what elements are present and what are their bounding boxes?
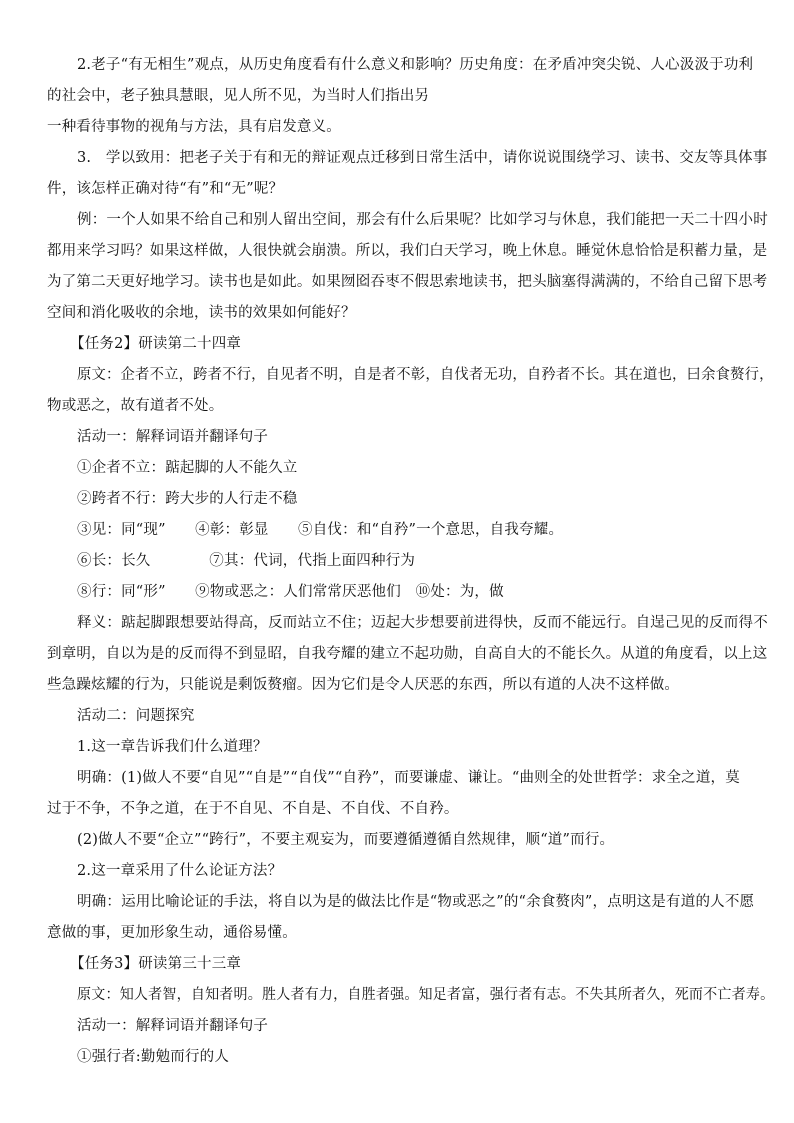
text-line: 为了第二天更好地学习。读书也是如此。如果囫囵吞枣不假思索地读书，把头脑塞得满满的，不给自己留下思考 [47,274,768,290]
text-line: 活动一：解释词语并翻译句子 [77,1018,269,1034]
text-line: 3. 学以致用：把老子关于有和无的辩证观点迁移到日常生活中，请你说说围绕学习、读书、交友等具体事 [77,150,768,166]
text-line: 物或恶之，故有道者不处。 [47,398,224,414]
text-line: 1.这一章告诉我们什么道理？ [77,739,268,755]
text-line: 活动一：解释词语并翻译句子 [77,429,269,445]
list-item: ⑧行：同“形” ⑨物或恶之：人们常常厌恶他们 ⑩处：为，做 [77,584,504,600]
text-line: 原文：知人者智，自知者明。胜人者有力，自胜者强。知足者富，强行者有志。不失其所者久，死而不亡者寿。 [77,987,775,1003]
text-line: 明确：(1)做人不要“自见”“自是”“自伐”“自矜”，而要谦虚、谦让。“曲则全的处世哲学：求全之道，莫 [77,770,740,786]
text-line: 一种看待事物的视角与方法，具有启发意义。 [47,119,341,135]
text-line: 都用来学习吗？如果这样做，人很快就会崩溃。所以，我们白天学习，晚上休息。睡觉休息恰恰是积蓄力量，是 [47,243,768,259]
text-line: 过于不争，不争之道，在于不自见、不自是、不自伐、不自矜。 [47,801,459,817]
text-line: 2.这一章采用了什么论证方法？ [77,863,283,879]
list-item: ②跨者不行：跨大步的人行走不稳 [77,491,298,507]
text-line: (2)做人不要“企立”“跨行”，不要主观妄为，而要遵循遵循自然规律，顺“道”而行。 [77,832,615,848]
text-line: 意做的事，更加形象生动，通俗易懂。 [47,925,297,941]
list-item: ①强行者:勤勉而行的人 [77,1049,230,1065]
text-line: 活动二：问题探究 [77,708,195,724]
list-item: ①企者不立：踮起脚的人不能久立 [77,460,298,476]
text-line: 件，该怎样正确对待“有”和“无”呢？ [47,181,284,197]
text-line: 到章明，自以为是的反而得不到显昭，自我夸耀的建立不起功勋，自高自大的不能长久。从道的角度看，以上这 [47,646,768,662]
list-item: ⑥长：长久 ⑦其：代词，代指上面四种行为 [77,553,416,569]
text-line: 些急躁炫耀的行为，只能说是剩饭赘瘤。因为它们是令人厌恶的东西，所以有道的人决不这样做。 [47,677,680,693]
section-heading: 【任务3】研读第三十三章 [70,956,242,972]
text-line: 空间和消化吸收的余地，读书的效果如何能好？ [47,305,356,321]
text-line: 原文：企者不立，跨者不行，自见者不明，自是者不彰，自伐者无功，自矜者不长。其在道也，曰余食赘行， [77,367,774,383]
text-line: 释义：踮起脚跟想要站得高，反而站立不住；迈起大步想要前进得快，反而不能远行。自逞己见的反而得不 [77,615,768,631]
text-line: 2.老子“有无相生”观点，从历史角度看有什么意义和影响？历史角度：在矛盾冲突尖锐、人心汲汲于功利 [77,57,754,73]
list-item: ③见：同“现” ④彰：彰显 ⑤自伐：和“自矜”一个意思，自我夸耀。 [77,522,564,538]
text-line: 的社会中，老子独具慧眼，见人所不见，为当时人们指出另 [47,88,430,104]
text-line: 例：一个人如果不给自己和别人留出空间，那会有什么后果呢？比如学习与休息，我们能把一天二十四小时 [77,212,768,228]
section-heading: 【任务2】研读第二十四章 [70,336,242,352]
text-line: 明确：运用比喻论证的手法，将自以为是的做法比作是“物或恶之”的“余食赘肉”，点明这是有道的人不愿 [77,894,755,910]
